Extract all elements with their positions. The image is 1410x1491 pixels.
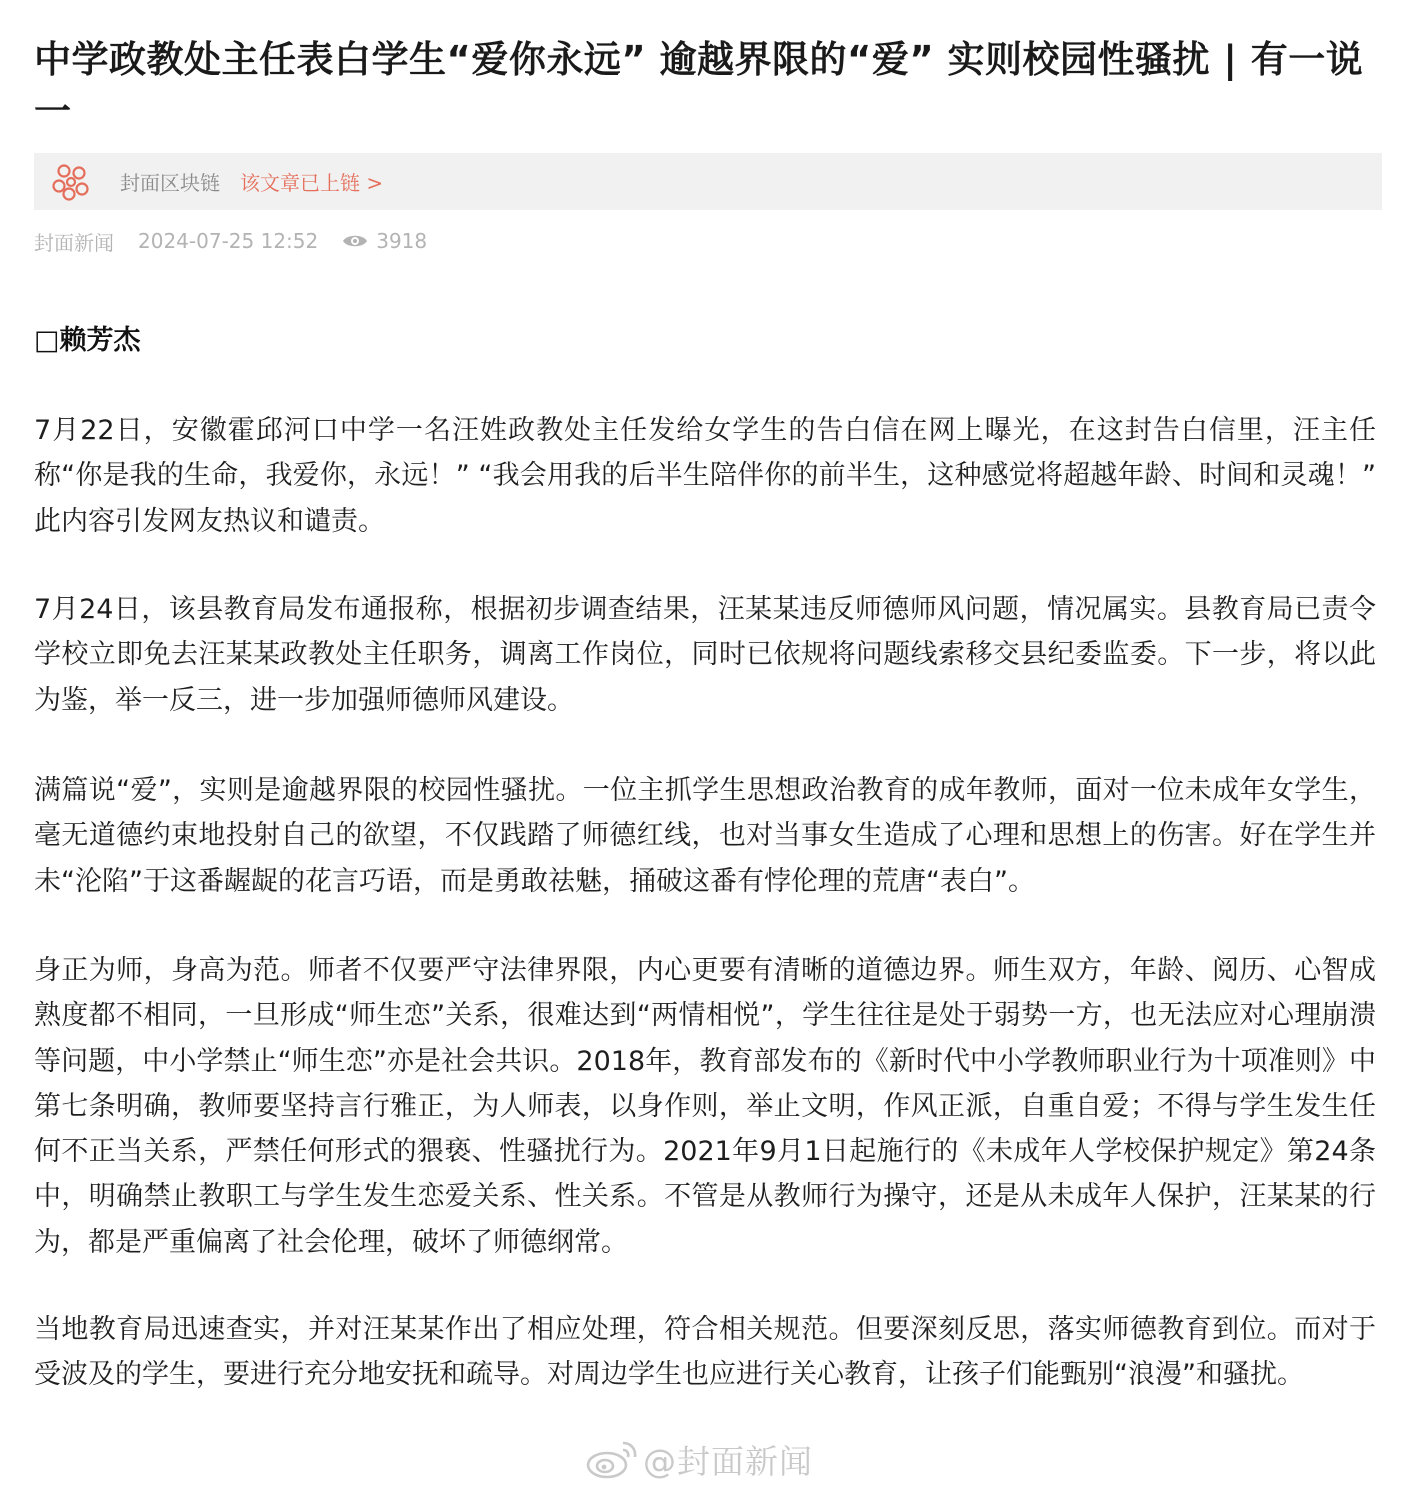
article-paragraph: 满篇说“爱”，实则是逾越界限的校园性骚扰。一位主抓学生思想政治教育的成年教师，面对一位未成年女学生，毫无道德约束地投射自己的欲望，不仅践踏了师德红线，也对当事女生造成了心理和思想上的伤害。好在学生并未“沦陷”于这番龌龊的花言巧语，而是勇敢祛魅，捅破这番有悖伦理的荒唐“表白”。	[34, 775, 1376, 897]
article-paragraph: 7月24日，该县教育局发布通报称，根据初步调查结果，汪某某违反师德师风问题，情况属实。县教育局已责令学校立即免去汪某某政教处主任职务，调离工作岗位，同时已依规将问题线索移交县纪委监委。下一步，将以此为鉴，举一反三，进一步加强师德师风建设。	[34, 594, 1376, 716]
author-byline: □赖芳杰	[34, 325, 141, 356]
article-paragraph: 7月22日，安徽霍邱河口中学一名汪姓政教处主任发给女学生的告白信在网上曝光，在这封告白信里，汪主任称“你是我的生命，我爱你，永远！” “我会用我的后半生陪伴你的前半生，这种感觉将超越年龄、时间和灵魂！” 此内容引发网友热议和谴责。	[34, 415, 1376, 537]
publish-datetime: 2024-07-25 12:52	[138, 229, 319, 253]
weibo-icon	[583, 1437, 641, 1481]
article-meta	[34, 226, 427, 256]
weibo-watermark	[583, 1434, 813, 1484]
article-paragraph: 当地教育局迅速查实，并对汪某某作出了相应处理，符合相关规范。但要深刻反思，落实师德教育到位。而对于受波及的学生，要进行充分地安抚和疏导。对周边学生也应进行关心教育，让孩子们能甄别“浪漫”和骚扰。	[34, 1314, 1376, 1391]
view-count	[342, 229, 427, 253]
view-count-value: 3918	[376, 229, 428, 253]
article-source[interactable]: 封面新闻	[34, 230, 114, 255]
blockchain-flower-icon	[51, 162, 91, 202]
on-chain-link[interactable]: 该文章已上链 >	[240, 171, 384, 195]
watermark-text: @封面新闻	[643, 1441, 813, 1481]
article-paragraph: 身正为师，身高为范。师者不仅要严守法律界限，内心更要有清晰的道德边界。师生双方，年龄、阅历、心智成熟度都不相同，一旦形成“师生恋”关系，很难达到“两情相悦”，学生往往是处于弱势一方，也无法应对心理崩溃等问题，中小学禁止“师生恋”亦是社会共识。2018年，教育部发布的《新时代中小学教师职业行为十项准则》中第七条明确，教师要坚持言行雅正，为人师表，以身作则，举止文明，作风正派，自重自爱；不得与学生发生任何不正当关系，严禁任何形式的猥亵、性骚扰行为。2021年9月1日起施行的《未成年人学校保护规定》第24条中，明确禁止教职工与学生发生恋爱关系、性关系。不管是从教师行为操守，还是从未成年人保护，汪某某的行为，都是严重偏离了社会伦理，破坏了师德纲常。	[34, 955, 1376, 1258]
article-title: 中学政教处主任表白学生“爱你永远” 逾越界限的“爱” 实则校园性骚扰 | 有一说一	[34, 38, 1364, 133]
eye-icon	[342, 232, 368, 250]
blockchain-label: 封面区块链	[120, 171, 220, 195]
blockchain-bar	[34, 153, 1382, 210]
